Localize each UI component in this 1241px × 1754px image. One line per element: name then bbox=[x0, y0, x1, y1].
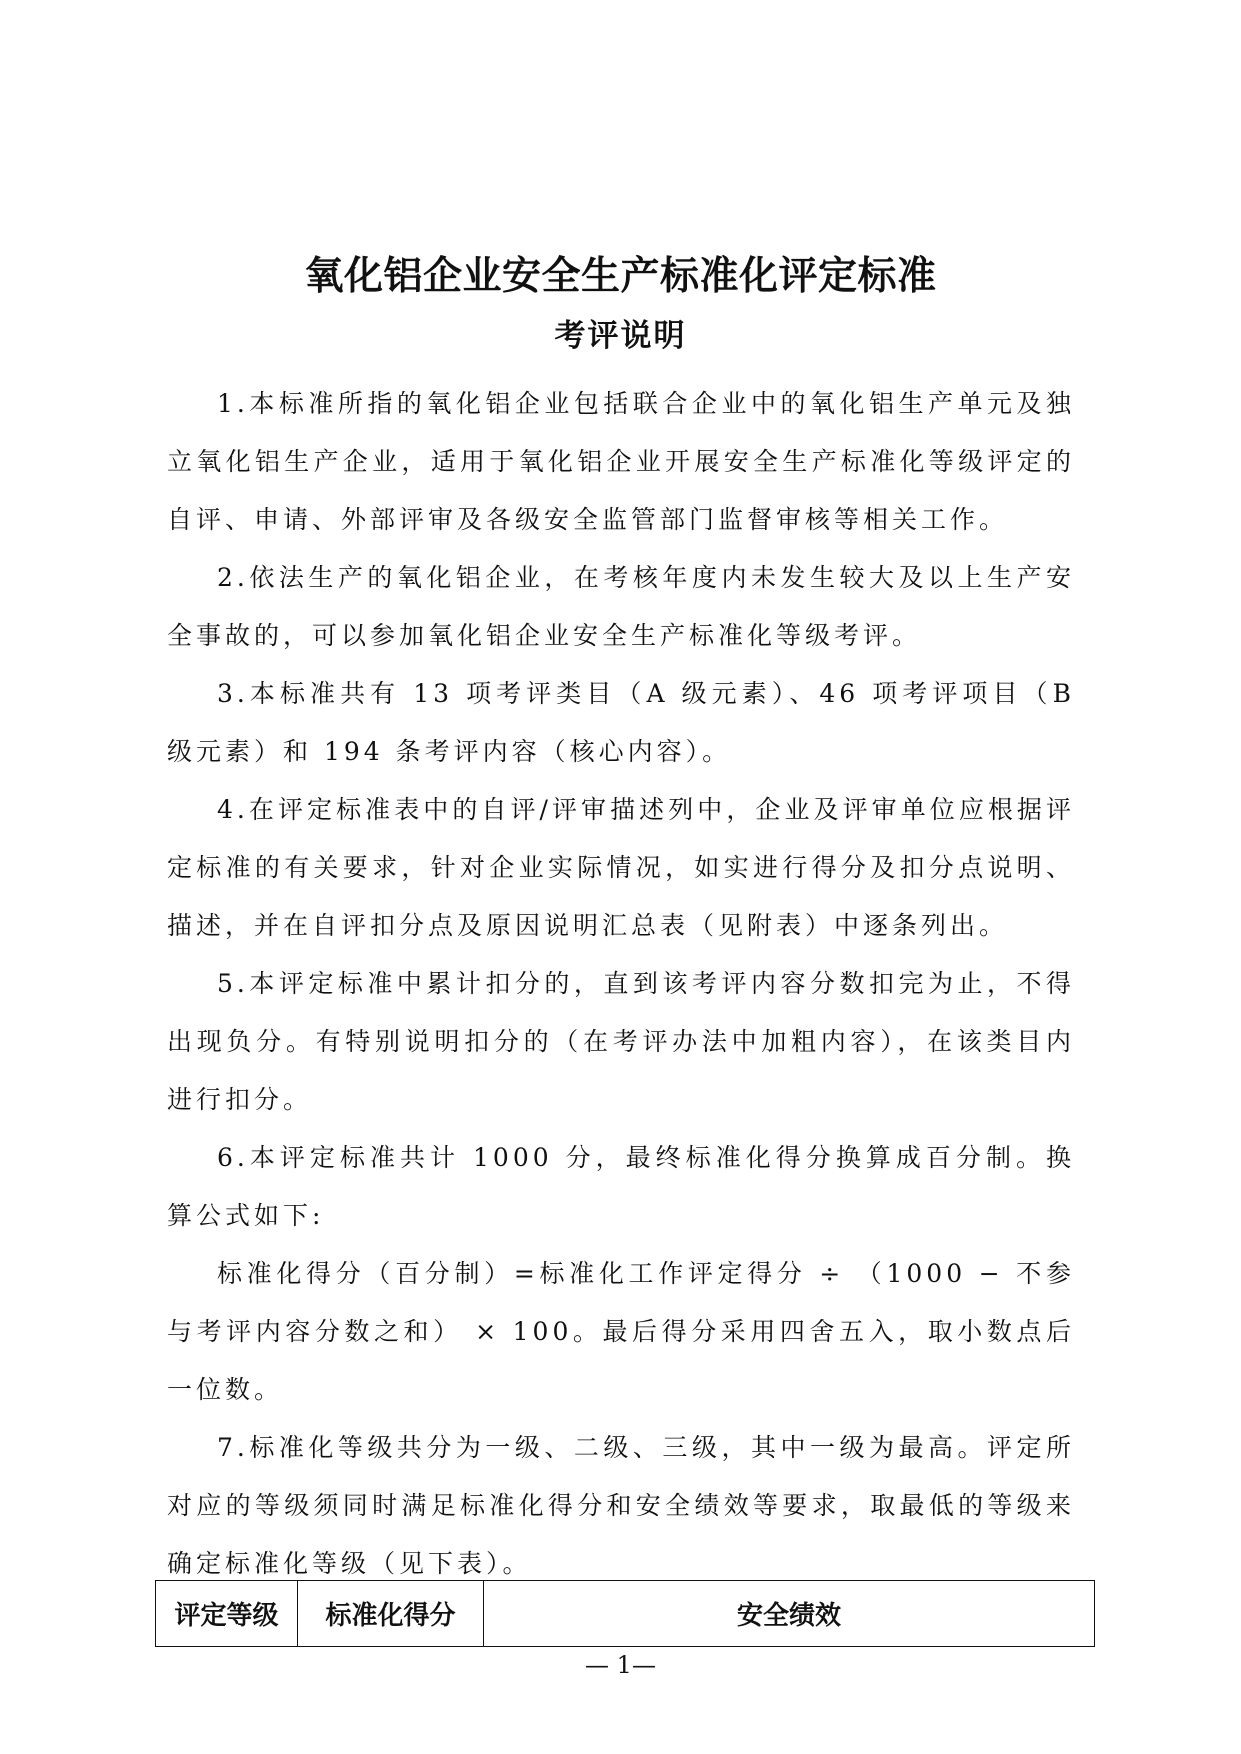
table-header-row bbox=[156, 1581, 1095, 1647]
formula-paragraph: 标准化得分（百分制）=标准化工作评定得分 ÷ （1000 − 不参与考评内容分数之和） × 100。最后得分采用四舍五入，取小数点后一位数。 bbox=[167, 1259, 1075, 1404]
paragraph-6: 6.本评定标准共计 1000 分，最终标准化得分换算成百分制。换算公式如下: bbox=[167, 1143, 1075, 1230]
header-standardization-score: 标准化得分 bbox=[298, 1581, 484, 1647]
paragraph-7: 7.标准化等级共分为一级、二级、三级，其中一级为最高。评定所对应的等级须同时满足标准化得分和安全绩效等要求，取最低的等级来确定标准化等级（见下表）。 bbox=[167, 1433, 1075, 1578]
header-grade-level: 评定等级 bbox=[156, 1581, 298, 1647]
paragraph-2: 2.依法生产的氧化铝企业，在考核年度内未发生较大及以上生产安全事故的，可以参加氧化铝企业安全生产标准化等级考评。 bbox=[167, 563, 1075, 650]
document-subtitle: 考评说明 bbox=[554, 318, 687, 354]
paragraph-4: 4.在评定标准表中的自评/评审描述列中，企业及评审单位应根据评定标准的有关要求，针对企业实际情况，如实进行得分及扣分点说明、描述，并在自评扣分点及原因说明汇总表（见附表）中逐条列出。 bbox=[167, 795, 1075, 940]
paragraph-1: 1.本标准所指的氧化铝企业包括联合企业中的氧化铝生产单元及独立氧化铝生产企业，适用于氧化铝企业开展安全生产标准化等级评定的自评、申请、外部评审及各级安全监管部门监督审核等相关工作。 bbox=[167, 389, 1075, 534]
document-body bbox=[167, 375, 1075, 1593]
grade-table bbox=[155, 1580, 1095, 1647]
paragraph-3: 3.本标准共有 13 项考评类目（A 级元素）、46 项考评项目（B 级元素）和 194 条考评内容（核心内容）。 bbox=[167, 679, 1075, 766]
document-title: 氧化铝企业安全生产标准化评定标准 bbox=[304, 254, 937, 299]
paragraph-5: 5.本评定标准中累计扣分的，直到该考评内容分数扣完为止，不得出现负分。有特别说明扣分的（在考评办法中加粗内容），在该类目内进行扣分。 bbox=[167, 969, 1075, 1114]
header-safety-performance: 安全绩效 bbox=[484, 1581, 1095, 1647]
page-number: — 1— bbox=[585, 1651, 656, 1679]
